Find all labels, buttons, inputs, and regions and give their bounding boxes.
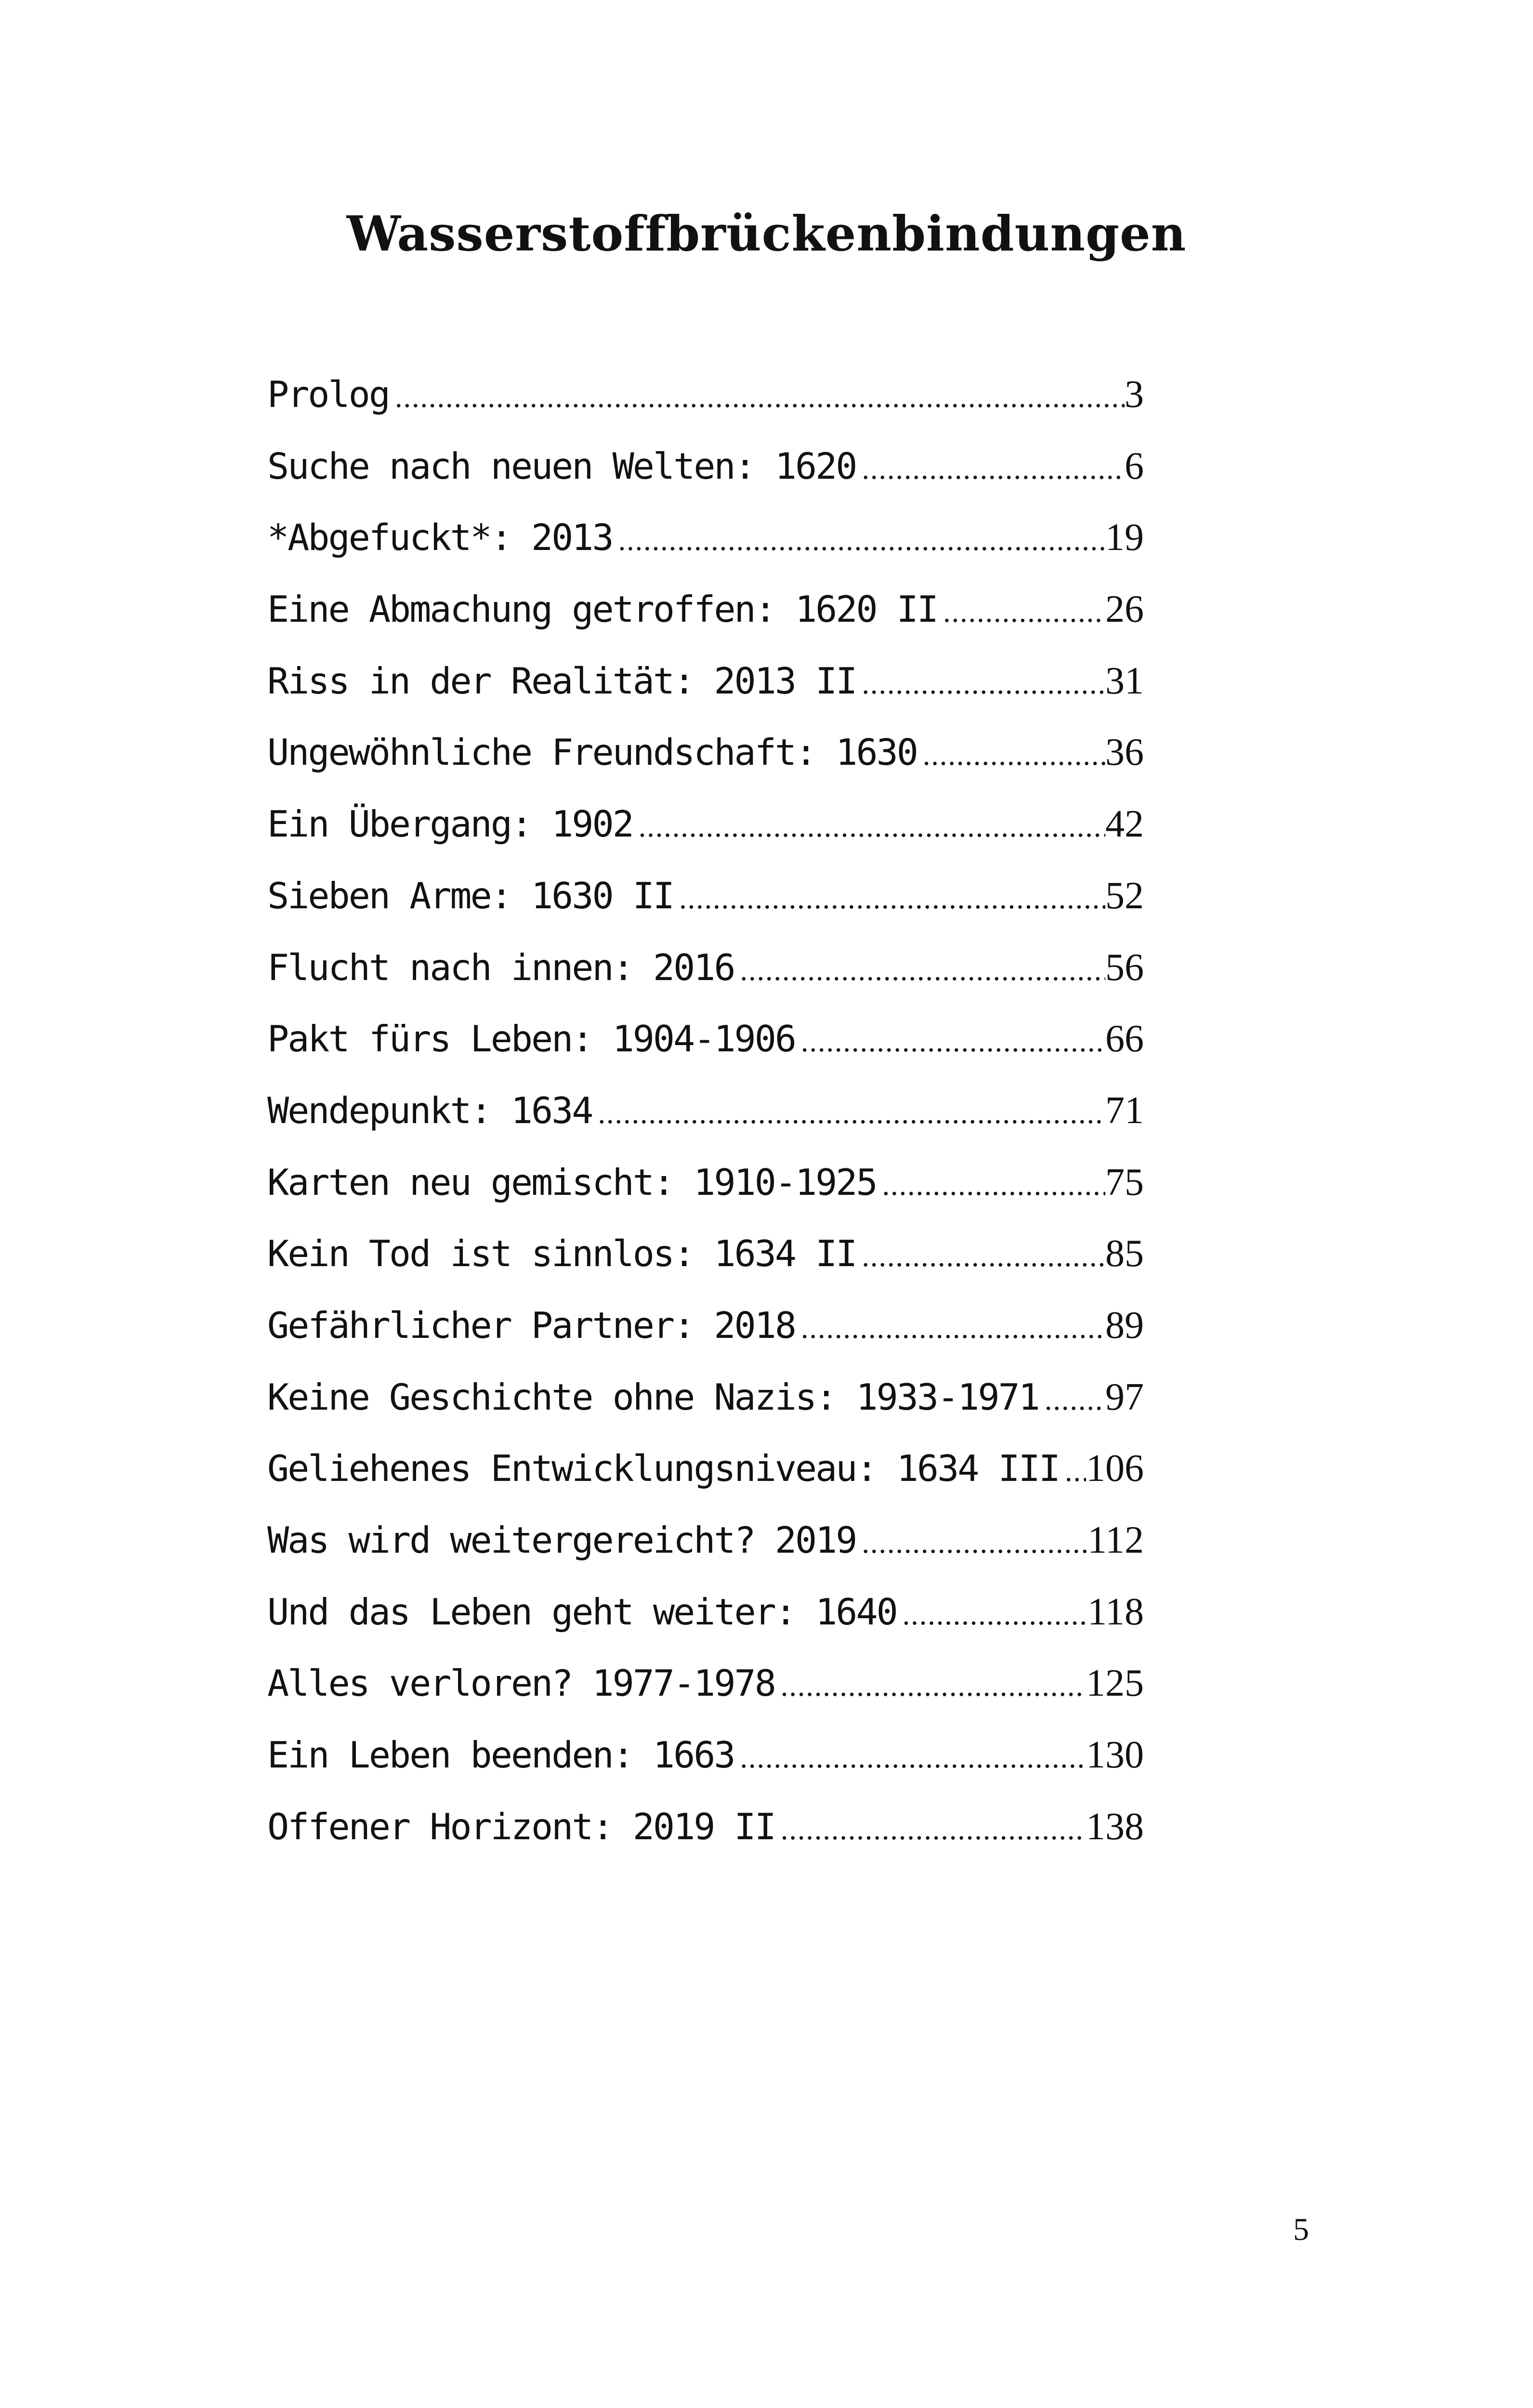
toc-entry <box>267 574 1144 645</box>
table-of-contents <box>267 359 1144 1862</box>
dot-leader <box>882 1150 1105 1218</box>
toc-entry-page: 112 <box>1087 1519 1144 1561</box>
dot-leader <box>801 1006 1105 1075</box>
dot-leader <box>903 1579 1088 1648</box>
toc-entry <box>267 431 1144 502</box>
dot-leader <box>801 1293 1105 1361</box>
page-title: Wasserstoffbrückenbindungen <box>346 205 1187 262</box>
toc-entry-page: 71 <box>1105 1089 1144 1132</box>
toc-entry-page: 118 <box>1087 1590 1144 1633</box>
toc-entry-page: 36 <box>1105 731 1144 774</box>
toc-entry-title: Ungewöhnliche Freundschaft: 1630 <box>267 731 917 774</box>
toc-entry <box>267 1147 1144 1218</box>
toc-entry-page: 75 <box>1105 1161 1144 1204</box>
toc-entry-title: Sieben Arme: 1630 II <box>267 874 674 917</box>
toc-entry-page: 66 <box>1105 1018 1144 1060</box>
toc-entry-page: 130 <box>1086 1734 1144 1777</box>
toc-entry-title: Gefährlicher Partner: 2018 <box>267 1304 795 1347</box>
toc-entry-title: Alles verloren? 1977-1978 <box>267 1662 775 1705</box>
dot-leader <box>862 1507 1088 1576</box>
dot-leader <box>943 576 1105 645</box>
toc-entry-page: 6 <box>1125 445 1144 487</box>
toc-entry <box>267 1218 1144 1290</box>
toc-entry <box>267 502 1144 574</box>
toc-entry <box>267 1361 1144 1433</box>
dot-leader <box>1065 1436 1086 1505</box>
toc-entry-page: 56 <box>1105 946 1144 989</box>
toc-entry-title: Riss in der Realität: 2013 II <box>267 659 856 702</box>
toc-entry-page: 3 <box>1125 373 1144 416</box>
dot-leader <box>679 863 1105 932</box>
toc-entry-title: Und das Leben geht weiter: 1640 <box>267 1590 897 1633</box>
toc-entry-title: Wendepunkt: 1634 <box>267 1089 592 1132</box>
toc-entry <box>267 1576 1144 1648</box>
toc-entry-page: 125 <box>1086 1662 1144 1705</box>
toc-entry <box>267 1433 1144 1505</box>
toc-entry-page: 31 <box>1105 659 1144 702</box>
toc-entry-title: Was wird weitergereicht? 2019 <box>267 1519 856 1561</box>
toc-entry-page: 97 <box>1105 1375 1144 1418</box>
toc-entry <box>267 359 1144 431</box>
dot-leader <box>862 433 1125 502</box>
toc-entry-page: 106 <box>1086 1447 1144 1490</box>
toc-entry <box>267 1505 1144 1576</box>
toc-entry-title: Flucht nach innen: 2016 <box>267 946 734 989</box>
dot-leader <box>618 505 1105 574</box>
toc-entry-title: Geliehenes Entwicklungsniveau: 1634 III <box>267 1447 1059 1490</box>
toc-entry <box>267 932 1144 1004</box>
toc-entry <box>267 645 1144 717</box>
dot-leader <box>781 1794 1086 1863</box>
dot-leader <box>862 1221 1105 1290</box>
dot-leader <box>639 791 1105 860</box>
toc-entry <box>267 1791 1144 1863</box>
toc-entry-title: Ein Leben beenden: 1663 <box>267 1734 734 1777</box>
toc-entry-page: 52 <box>1105 874 1144 917</box>
toc-entry-page: 26 <box>1105 588 1144 631</box>
toc-entry <box>267 788 1144 860</box>
toc-entry <box>267 860 1144 932</box>
toc-entry-title: *Abgefuckt*: 2013 <box>267 516 613 559</box>
toc-entry-page: 89 <box>1105 1304 1144 1347</box>
toc-entry <box>267 1003 1144 1075</box>
toc-entry-page: 138 <box>1086 1805 1144 1848</box>
toc-entry <box>267 1719 1144 1791</box>
dot-leader <box>598 1078 1105 1147</box>
dot-leader <box>740 1722 1086 1791</box>
dot-leader <box>395 362 1125 431</box>
toc-entry-page: 42 <box>1105 803 1144 846</box>
dot-leader <box>740 935 1105 1004</box>
toc-entry <box>267 1648 1144 1719</box>
toc-entry-title: Prolog <box>267 373 389 416</box>
page-number: 5 <box>1293 2212 1309 2247</box>
dot-leader <box>1045 1364 1105 1433</box>
toc-entry-title: Kein Tod ist sinnlos: 1634 II <box>267 1232 856 1275</box>
toc-entry-title: Ein Übergang: 1902 <box>267 803 633 846</box>
dot-leader <box>923 720 1105 788</box>
toc-entry <box>267 1075 1144 1147</box>
toc-entry-title: Suche nach neuen Welten: 1620 <box>267 445 856 487</box>
toc-entry-page: 19 <box>1105 516 1144 559</box>
dot-leader <box>781 1650 1086 1719</box>
dot-leader <box>862 648 1105 717</box>
toc-entry-title: Eine Abmachung getroffen: 1620 II <box>267 588 938 631</box>
toc-entry <box>267 717 1144 788</box>
toc-entry-page: 85 <box>1105 1232 1144 1275</box>
toc-entry-title: Keine Geschichte ohne Nazis: 1933-1971 <box>267 1375 1039 1418</box>
toc-entry-title: Offener Horizont: 2019 II <box>267 1805 775 1848</box>
toc-entry <box>267 1290 1144 1361</box>
toc-entry-title: Pakt fürs Leben: 1904-1906 <box>267 1018 795 1060</box>
toc-entry-title: Karten neu gemischt: 1910-1925 <box>267 1161 877 1204</box>
